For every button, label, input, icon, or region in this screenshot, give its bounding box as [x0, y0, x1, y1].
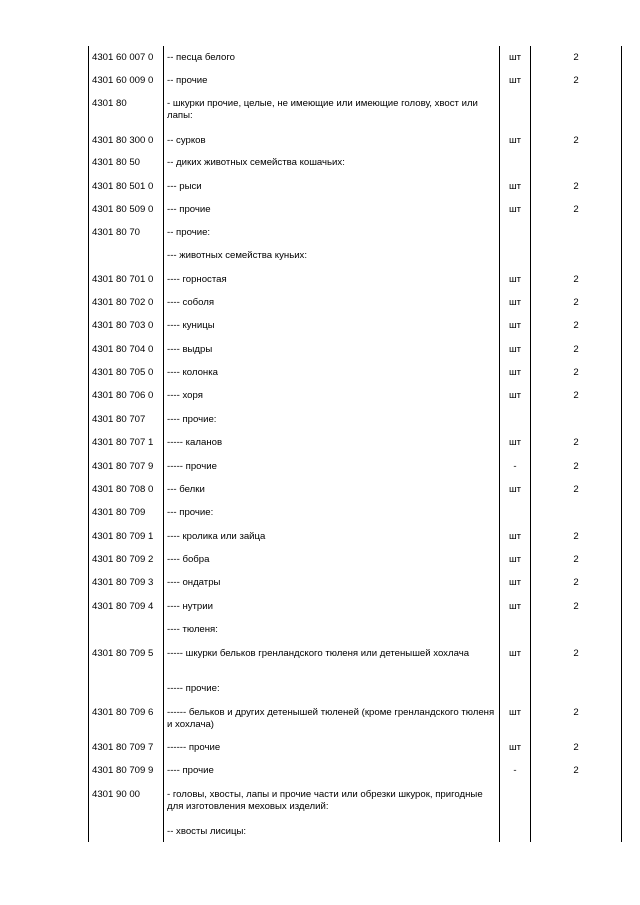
code-cell: 4301 80 [92, 98, 127, 109]
unit-cell: шт [508, 707, 522, 718]
rate-cell: 2 [573, 648, 579, 659]
unit-cell: шт [508, 648, 522, 659]
desc-cell: ---- соболя [167, 297, 215, 308]
desc-cell: ---- ондатры [167, 577, 221, 588]
desc-cell: -- хвосты лисицы: [167, 826, 247, 837]
desc-cell: ---- горностая [167, 274, 227, 285]
code-cell: 4301 80 707 [92, 414, 146, 425]
code-cell: 4301 80 50 [92, 157, 141, 168]
unit-cell: шт [508, 577, 522, 588]
code-cell: 4301 80 709 2 [92, 554, 154, 565]
unit-cell: шт [508, 75, 522, 86]
unit-cell: шт [508, 601, 522, 612]
rate-cell: 2 [573, 181, 579, 192]
rate-cell: 2 [573, 297, 579, 308]
desc-cell: ---- выдры [167, 344, 213, 355]
unit-cell: - [513, 461, 517, 472]
code-cell: 4301 80 701 0 [92, 274, 154, 285]
code-cell: 4301 80 709 7 [92, 742, 154, 753]
rate-cell: 2 [573, 765, 579, 776]
rate-cell: 2 [573, 390, 579, 401]
desc-cell: -- сурков [167, 135, 206, 146]
desc-cell: ---- тюленя: [167, 624, 218, 635]
table-divider-code [163, 46, 164, 842]
rate-cell: 2 [573, 320, 579, 331]
desc-cell: - головы, хвосты, лапы и прочие части или обрезки шкурок, пригодные для изготовления меховых изделий: [167, 789, 483, 812]
rate-cell: 2 [573, 601, 579, 612]
desc-cell: -- прочие: [167, 227, 211, 238]
unit-cell: шт [508, 344, 522, 355]
code-cell: 4301 60 009 0 [92, 75, 154, 86]
rate-cell: 2 [573, 367, 579, 378]
rate-cell: 2 [573, 577, 579, 588]
desc-cell: ------ бельков и других детенышей тюленей (кроме гренландского тюленя и хохлача) [167, 707, 495, 730]
code-cell: 4301 80 704 0 [92, 344, 154, 355]
desc-cell: --- прочие: [167, 507, 214, 518]
code-cell: 4301 80 703 0 [92, 320, 154, 331]
rate-cell: 2 [573, 554, 579, 565]
unit-cell: шт [508, 274, 522, 285]
rate-cell: 2 [573, 75, 579, 86]
code-cell: 4301 80 706 0 [92, 390, 154, 401]
desc-cell: ----- прочие: [167, 683, 220, 694]
unit-cell: шт [508, 390, 522, 401]
unit-cell: шт [508, 367, 522, 378]
unit-cell: - [513, 765, 517, 776]
desc-cell: ---- кролика или зайца [167, 531, 266, 542]
desc-cell: ---- прочие: [167, 414, 217, 425]
code-cell: 4301 80 709 6 [92, 707, 154, 718]
code-cell: 4301 80 708 0 [92, 484, 154, 495]
rate-cell: 2 [573, 484, 579, 495]
code-cell: 4301 80 709 1 [92, 531, 154, 542]
desc-cell: -- песца белого [167, 52, 235, 63]
desc-cell: -- прочие [167, 75, 208, 86]
unit-cell: шт [508, 484, 522, 495]
desc-cell: -- диких животных семейства кошачьих: [167, 157, 345, 168]
code-cell: 4301 80 709 5 [92, 648, 154, 659]
unit-cell: шт [508, 554, 522, 565]
table-border-left [88, 46, 89, 842]
unit-cell: шт [508, 181, 522, 192]
desc-cell: --- животных семейства куньих: [167, 250, 308, 261]
code-cell: 4301 80 709 3 [92, 577, 154, 588]
unit-cell: шт [508, 320, 522, 331]
unit-cell: шт [508, 531, 522, 542]
code-cell: 4301 80 707 1 [92, 437, 154, 448]
rate-cell: 2 [573, 344, 579, 355]
rate-cell: 2 [573, 52, 579, 63]
desc-cell: ---- куницы [167, 320, 215, 331]
code-cell: 4301 80 707 9 [92, 461, 154, 472]
desc-cell: - шкурки прочие, целые, не имеющие или имеющие голову, хвост или лапы: [167, 98, 478, 121]
desc-cell: ------ прочие [167, 742, 221, 753]
desc-cell: ---- нутрии [167, 601, 213, 612]
desc-cell: --- прочие [167, 204, 211, 215]
desc-cell: ----- шкурки бельков гренландского тюленя или детенышей хохлача [167, 648, 470, 659]
desc-cell: ---- хоря [167, 390, 203, 401]
rate-cell: 2 [573, 707, 579, 718]
unit-cell: шт [508, 297, 522, 308]
unit-cell: шт [508, 437, 522, 448]
unit-cell: шт [508, 204, 522, 215]
code-cell: 4301 80 705 0 [92, 367, 154, 378]
rate-cell: 2 [573, 204, 579, 215]
code-cell: 4301 80 709 4 [92, 601, 154, 612]
code-cell: 4301 80 509 0 [92, 204, 154, 215]
rate-cell: 2 [573, 437, 579, 448]
unit-cell: шт [508, 135, 522, 146]
desc-cell: --- рыси [167, 181, 202, 192]
desc-cell: ---- бобра [167, 554, 210, 565]
code-cell: 4301 80 501 0 [92, 181, 154, 192]
desc-cell: ----- каланов [167, 437, 223, 448]
rate-cell: 2 [573, 742, 579, 753]
rate-cell: 2 [573, 461, 579, 472]
rate-cell: 2 [573, 135, 579, 146]
code-cell: 4301 90 00 [92, 789, 141, 800]
code-cell: 4301 80 300 0 [92, 135, 154, 146]
desc-cell: ----- прочие [167, 461, 217, 472]
desc-cell: ---- прочие [167, 765, 214, 776]
code-cell: 4301 80 709 [92, 507, 146, 518]
table-border-right [621, 46, 622, 842]
code-cell: 4301 80 70 [92, 227, 141, 238]
unit-cell: шт [508, 52, 522, 63]
code-cell: 4301 80 709 9 [92, 765, 154, 776]
rate-cell: 2 [573, 531, 579, 542]
desc-cell: ---- колонка [167, 367, 218, 378]
desc-cell: --- белки [167, 484, 205, 495]
unit-cell: шт [508, 742, 522, 753]
code-cell: 4301 60 007 0 [92, 52, 154, 63]
code-cell: 4301 80 702 0 [92, 297, 154, 308]
rate-cell: 2 [573, 274, 579, 285]
